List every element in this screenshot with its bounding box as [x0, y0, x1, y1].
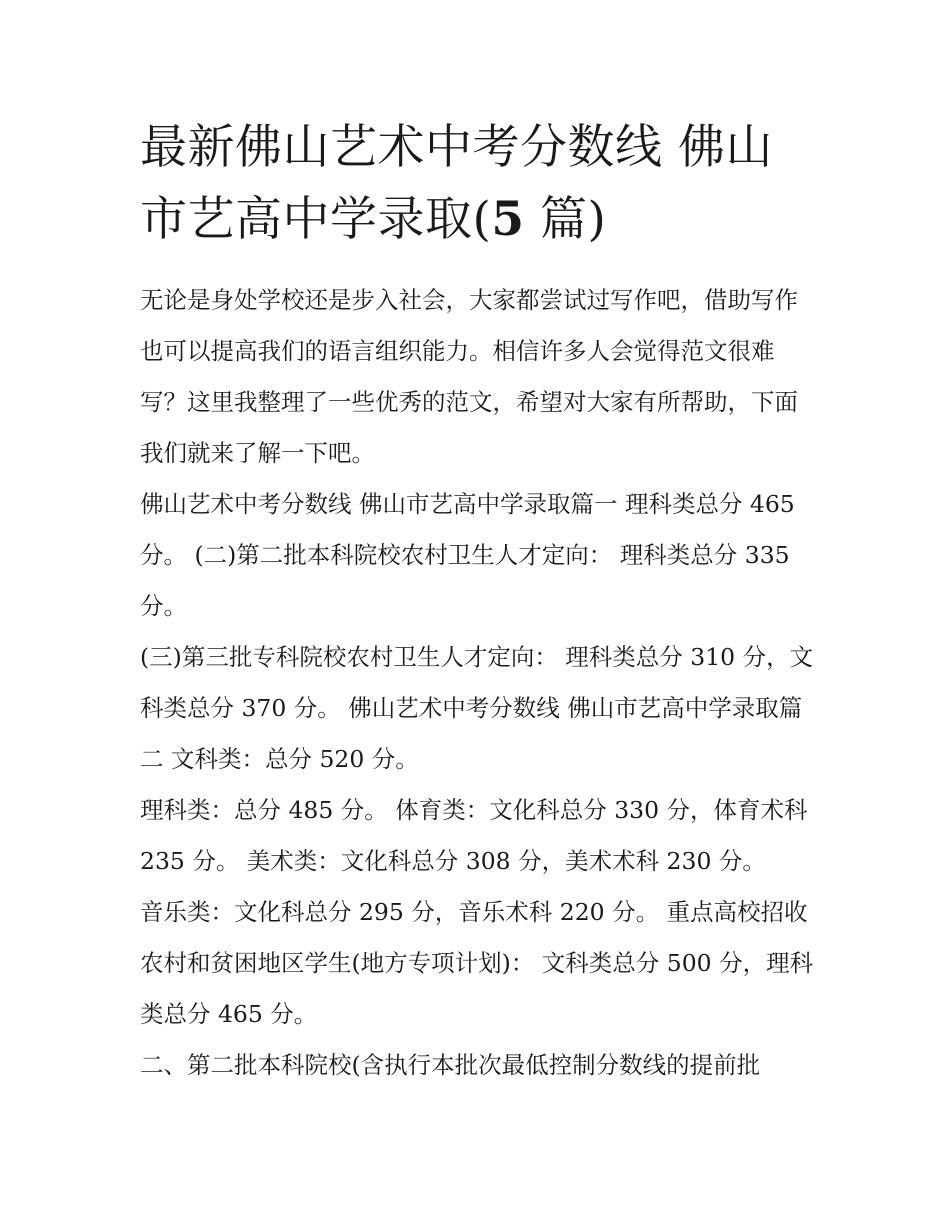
document-title — [140, 112, 820, 256]
title-tail-text: 篇) — [524, 192, 607, 247]
body-paragraph: 理科类：总分 485 分。 体育类：文化科总分 330 分，体育术科 235 分。 美术类：文化科总分 308 分，美术术科 230 分。 — [140, 796, 808, 875]
intro-paragraph: 无论是身处学校还是步入社会，大家都尝试过写作吧，借助写作也可以提高我们的语言组织能力。相信许多人会觉得范文很难写？这里我整理了一些优秀的范文，希望对大家有所帮助，下面我们就来了解一下吧。 — [140, 286, 798, 467]
body-paragraph: 音乐类：文化科总分 295 分，音乐术科 220 分。 重点高校招收农村和贫困地区学生(地方专项计划)： 文科类总分 500 分，理科类总分 465 分。 — [140, 898, 814, 1028]
body-paragraph: 二、第二批本科院校(含执行本批次最低控制分数线的提前批 — [140, 1051, 761, 1079]
title-main-text: 最新佛山艺术中考分数线 佛山市艺高中学录取( — [140, 120, 773, 247]
title-count: 5 — [491, 192, 525, 247]
body-paragraph: 佛山艺术中考分数线 佛山市艺高中学录取篇一 理科类总分 465 分。 (二)第二批本科院校农村卫生人才定向： 理科类总分 335 分。 — [140, 490, 795, 620]
document-page — [140, 112, 820, 1091]
body-paragraph: (三)第三批专科院校农村卫生人才定向： 理科类总分 310 分，文科类总分 370 分。 佛山艺术中考分数线 佛山市艺高中学录取篇二 文科类：总分 520 分。 — [140, 643, 814, 773]
